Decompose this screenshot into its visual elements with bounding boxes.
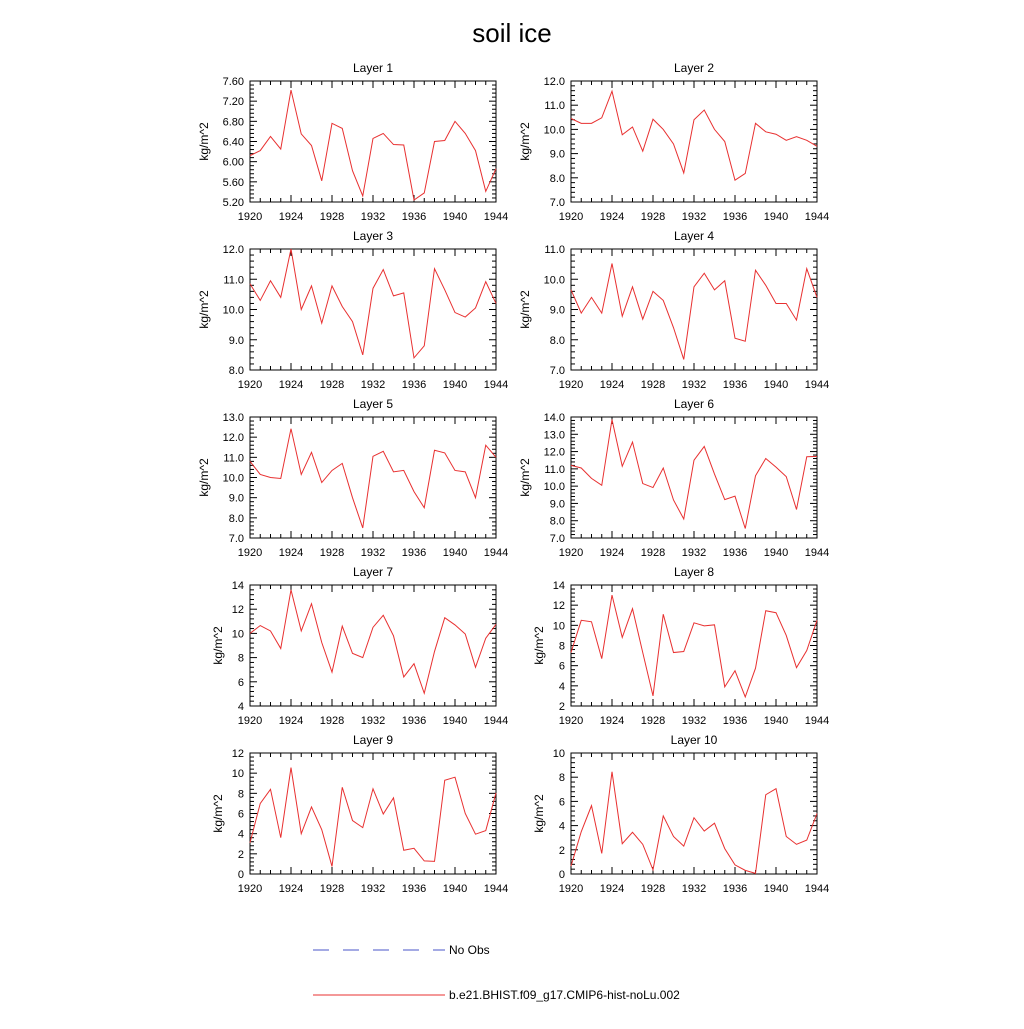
y-tick-label: 9.0: [228, 334, 244, 347]
y-axis-label-layer-10: kg/m^2: [532, 794, 546, 833]
x-tick-label: 1936: [401, 379, 427, 391]
x-tick-label: 1944: [804, 547, 830, 559]
y-tick-label: 6.00: [222, 156, 244, 169]
series-line-layer-8: [571, 595, 817, 697]
legend-item-no-obs: [313, 943, 490, 957]
y-axis-label-layer-7: kg/m^2: [211, 626, 225, 665]
y-tick-label: 8: [237, 788, 244, 801]
y-tick-label: 9.0: [549, 498, 565, 511]
x-tick-label: 1928: [319, 547, 345, 559]
y-tick-label: 10: [552, 748, 565, 760]
y-tick-label: 4: [237, 701, 244, 713]
series-line-layer-1: [250, 90, 496, 200]
y-tick-label: 10: [231, 768, 244, 781]
y-tick-label: 4: [237, 828, 244, 841]
x-tick-label: 1936: [722, 379, 748, 391]
y-tick-label: 7.0: [549, 197, 565, 209]
panel-layer-10: [532, 733, 829, 895]
plot-frame-layer-1: [250, 81, 496, 202]
y-tick-label: 8: [237, 652, 244, 665]
x-tick-label: 1920: [237, 547, 263, 559]
x-tick-label: 1932: [681, 211, 707, 223]
panel-title-layer-5: Layer 5: [352, 397, 394, 411]
y-tick-label: 7.0: [228, 533, 244, 545]
series-line-layer-4: [571, 264, 817, 360]
y-axis-label-layer-5: kg/m^2: [197, 458, 211, 497]
series-line-layer-2: [571, 91, 817, 180]
series-line-layer-9: [250, 768, 496, 867]
x-tick-label: 1928: [319, 883, 345, 895]
y-tick-label: 2: [558, 844, 565, 857]
x-tick-label: 1920: [237, 715, 263, 727]
plot-frame-layer-8: [571, 585, 817, 706]
y-tick-label: 14: [231, 580, 244, 592]
panel-layer-4: [518, 229, 829, 391]
y-tick-label: 8.0: [228, 365, 244, 377]
x-tick-label: 1924: [599, 883, 625, 895]
x-tick-label: 1924: [599, 379, 625, 391]
y-tick-label: 9.0: [228, 492, 244, 505]
y-tick-label: 10.0: [543, 124, 565, 137]
x-tick-label: 1940: [763, 715, 789, 727]
x-tick-label: 1928: [640, 883, 666, 895]
series-line-layer-3: [250, 249, 496, 358]
y-tick-label: 7.60: [222, 76, 244, 88]
x-tick-label: 1920: [558, 547, 584, 559]
y-tick-label: 7.0: [549, 365, 565, 377]
y-tick-label: 12.0: [543, 446, 565, 459]
panel-layer-3: [197, 229, 508, 391]
y-tick-label: 6: [237, 808, 244, 821]
x-tick-label: 1920: [558, 211, 584, 223]
x-tick-label: 1936: [722, 715, 748, 727]
x-tick-label: 1932: [681, 883, 707, 895]
plot-frame-layer-6: [571, 417, 817, 538]
x-tick-label: 1932: [681, 379, 707, 391]
x-tick-label: 1932: [360, 379, 386, 391]
x-tick-label: 1924: [278, 547, 304, 559]
y-tick-label: 11.0: [544, 100, 565, 113]
x-tick-label: 1944: [804, 211, 830, 223]
y-tick-label: 2: [237, 848, 244, 861]
x-tick-label: 1928: [640, 715, 666, 727]
series-line-layer-7: [250, 590, 496, 693]
x-tick-label: 1924: [278, 211, 304, 223]
x-tick-label: 1928: [319, 379, 345, 391]
x-tick-label: 1932: [681, 547, 707, 559]
legend-label-no-obs: No Obs: [449, 943, 490, 957]
x-tick-label: 1924: [278, 715, 304, 727]
y-tick-label: 5.20: [222, 197, 244, 209]
y-tick-label: 8.0: [549, 515, 565, 528]
panel-title-layer-2: Layer 2: [673, 61, 715, 75]
panel-layer-9: [211, 733, 508, 895]
y-tick-label: 10: [552, 620, 565, 633]
x-tick-label: 1936: [722, 211, 748, 223]
x-tick-label: 1932: [360, 715, 386, 727]
x-tick-label: 1936: [401, 211, 427, 223]
y-tick-label: 13.0: [543, 429, 565, 442]
y-tick-label: 9.0: [549, 148, 565, 161]
panel-title-layer-1: Layer 1: [352, 61, 394, 75]
y-tick-label: 11.0: [544, 244, 565, 256]
x-tick-label: 1928: [640, 547, 666, 559]
y-axis-label-layer-3: kg/m^2: [197, 290, 211, 329]
x-tick-label: 1924: [599, 715, 625, 727]
panel-title-layer-3: Layer 3: [352, 229, 394, 243]
plot-frame-layer-7: [250, 585, 496, 706]
panel-title-layer-8: Layer 8: [673, 565, 715, 579]
y-tick-label: 12.0: [222, 244, 244, 256]
x-tick-label: 1936: [401, 547, 427, 559]
x-tick-label: 1932: [360, 883, 386, 895]
y-tick-label: 11.0: [223, 274, 244, 287]
plot-frame-layer-10: [571, 753, 817, 874]
x-tick-label: 1920: [237, 211, 263, 223]
x-tick-label: 1944: [804, 715, 830, 727]
x-tick-label: 1940: [763, 883, 789, 895]
plot-frame-layer-4: [571, 249, 817, 370]
y-tick-label: 0: [558, 869, 565, 881]
y-tick-label: 10.0: [222, 304, 244, 317]
x-tick-label: 1924: [278, 883, 304, 895]
x-tick-label: 1940: [442, 211, 468, 223]
y-tick-label: 8.0: [549, 172, 565, 185]
y-axis-label-layer-8: kg/m^2: [532, 626, 546, 665]
x-tick-label: 1928: [640, 211, 666, 223]
y-tick-label: 10.0: [222, 472, 244, 485]
y-tick-label: 6: [558, 660, 565, 673]
panel-layer-2: [518, 61, 829, 223]
x-tick-label: 1936: [401, 715, 427, 727]
y-tick-label: 10.0: [543, 481, 565, 494]
x-tick-label: 1936: [401, 883, 427, 895]
figure-title: soil ice: [472, 18, 552, 48]
y-tick-label: 11.0: [223, 452, 244, 465]
y-tick-label: 6.80: [222, 116, 244, 129]
y-tick-label: 10: [231, 628, 244, 641]
legend-item-model: [313, 988, 680, 1002]
y-tick-label: 11.0: [544, 463, 565, 476]
x-tick-label: 1924: [599, 547, 625, 559]
y-tick-label: 2: [558, 701, 565, 713]
x-tick-label: 1940: [763, 211, 789, 223]
x-tick-label: 1936: [722, 883, 748, 895]
x-tick-label: 1944: [483, 883, 509, 895]
y-tick-label: 12: [231, 604, 244, 617]
y-tick-label: 12: [552, 600, 565, 613]
x-tick-label: 1928: [319, 211, 345, 223]
y-tick-label: 7.20: [222, 96, 244, 109]
series-line-layer-5: [250, 429, 496, 528]
x-tick-label: 1944: [483, 211, 509, 223]
x-tick-label: 1944: [483, 547, 509, 559]
y-tick-label: 5.60: [222, 176, 244, 189]
y-axis-label-layer-6: kg/m^2: [518, 458, 532, 497]
y-tick-label: 12: [231, 748, 244, 760]
y-tick-label: 8.0: [549, 334, 565, 347]
y-tick-label: 6.40: [222, 136, 244, 149]
y-tick-label: 8: [558, 640, 565, 653]
y-axis-label-layer-2: kg/m^2: [518, 122, 532, 161]
plot-frame-layer-9: [250, 753, 496, 874]
y-tick-label: 6: [558, 796, 565, 809]
x-tick-label: 1920: [558, 883, 584, 895]
panel-title-layer-10: Layer 10: [670, 733, 718, 747]
x-tick-label: 1928: [319, 715, 345, 727]
y-tick-label: 13.0: [222, 412, 244, 424]
x-tick-label: 1932: [360, 547, 386, 559]
y-tick-label: 0: [237, 869, 244, 881]
x-tick-label: 1940: [442, 379, 468, 391]
x-tick-label: 1920: [237, 883, 263, 895]
x-tick-label: 1936: [722, 547, 748, 559]
y-tick-label: 10.0: [543, 274, 565, 287]
y-tick-label: 8: [558, 772, 565, 785]
y-tick-label: 4: [558, 820, 565, 833]
y-tick-label: 4: [558, 680, 565, 693]
panels: [197, 61, 829, 895]
y-tick-label: 9.0: [549, 304, 565, 317]
x-tick-label: 1940: [763, 379, 789, 391]
x-tick-label: 1944: [483, 379, 509, 391]
x-tick-label: 1924: [278, 379, 304, 391]
y-tick-label: 12.0: [543, 76, 565, 88]
y-axis-label-layer-4: kg/m^2: [518, 290, 532, 329]
y-tick-label: 14.0: [543, 412, 565, 424]
panel-layer-7: [211, 565, 508, 727]
x-tick-label: 1928: [640, 379, 666, 391]
panel-title-layer-4: Layer 4: [673, 229, 715, 243]
x-tick-label: 1940: [442, 883, 468, 895]
series-line-layer-6: [571, 420, 817, 529]
x-tick-label: 1940: [442, 547, 468, 559]
legend: [313, 943, 680, 1002]
x-tick-label: 1944: [804, 883, 830, 895]
panel-layer-1: [197, 61, 508, 223]
x-tick-label: 1920: [237, 379, 263, 391]
series-line-layer-10: [571, 772, 817, 874]
x-tick-label: 1932: [360, 211, 386, 223]
y-axis-label-layer-9: kg/m^2: [211, 794, 225, 833]
y-tick-label: 14: [552, 580, 565, 592]
panel-title-layer-6: Layer 6: [673, 397, 715, 411]
x-tick-label: 1940: [442, 715, 468, 727]
panel-layer-8: [532, 565, 829, 727]
x-tick-label: 1940: [763, 547, 789, 559]
y-tick-label: 7.0: [549, 533, 565, 545]
panel-title-layer-7: Layer 7: [352, 565, 394, 579]
y-tick-label: 6: [237, 676, 244, 689]
x-tick-label: 1920: [558, 715, 584, 727]
y-axis-label-layer-1: kg/m^2: [197, 122, 211, 161]
x-tick-label: 1932: [681, 715, 707, 727]
panel-layer-5: [197, 397, 508, 559]
x-tick-label: 1944: [483, 715, 509, 727]
y-tick-label: 8.0: [228, 512, 244, 525]
plot-frame-layer-5: [250, 417, 496, 538]
x-tick-label: 1924: [599, 211, 625, 223]
y-tick-label: 12.0: [222, 432, 244, 445]
panel-title-layer-9: Layer 9: [352, 733, 394, 747]
panel-layer-6: [518, 397, 829, 559]
x-tick-label: 1920: [558, 379, 584, 391]
legend-label-model: b.e21.BHIST.f09_g17.CMIP6-hist-noLu.002: [449, 988, 680, 1002]
plot-frame-layer-2: [571, 81, 817, 202]
x-tick-label: 1944: [804, 379, 830, 391]
